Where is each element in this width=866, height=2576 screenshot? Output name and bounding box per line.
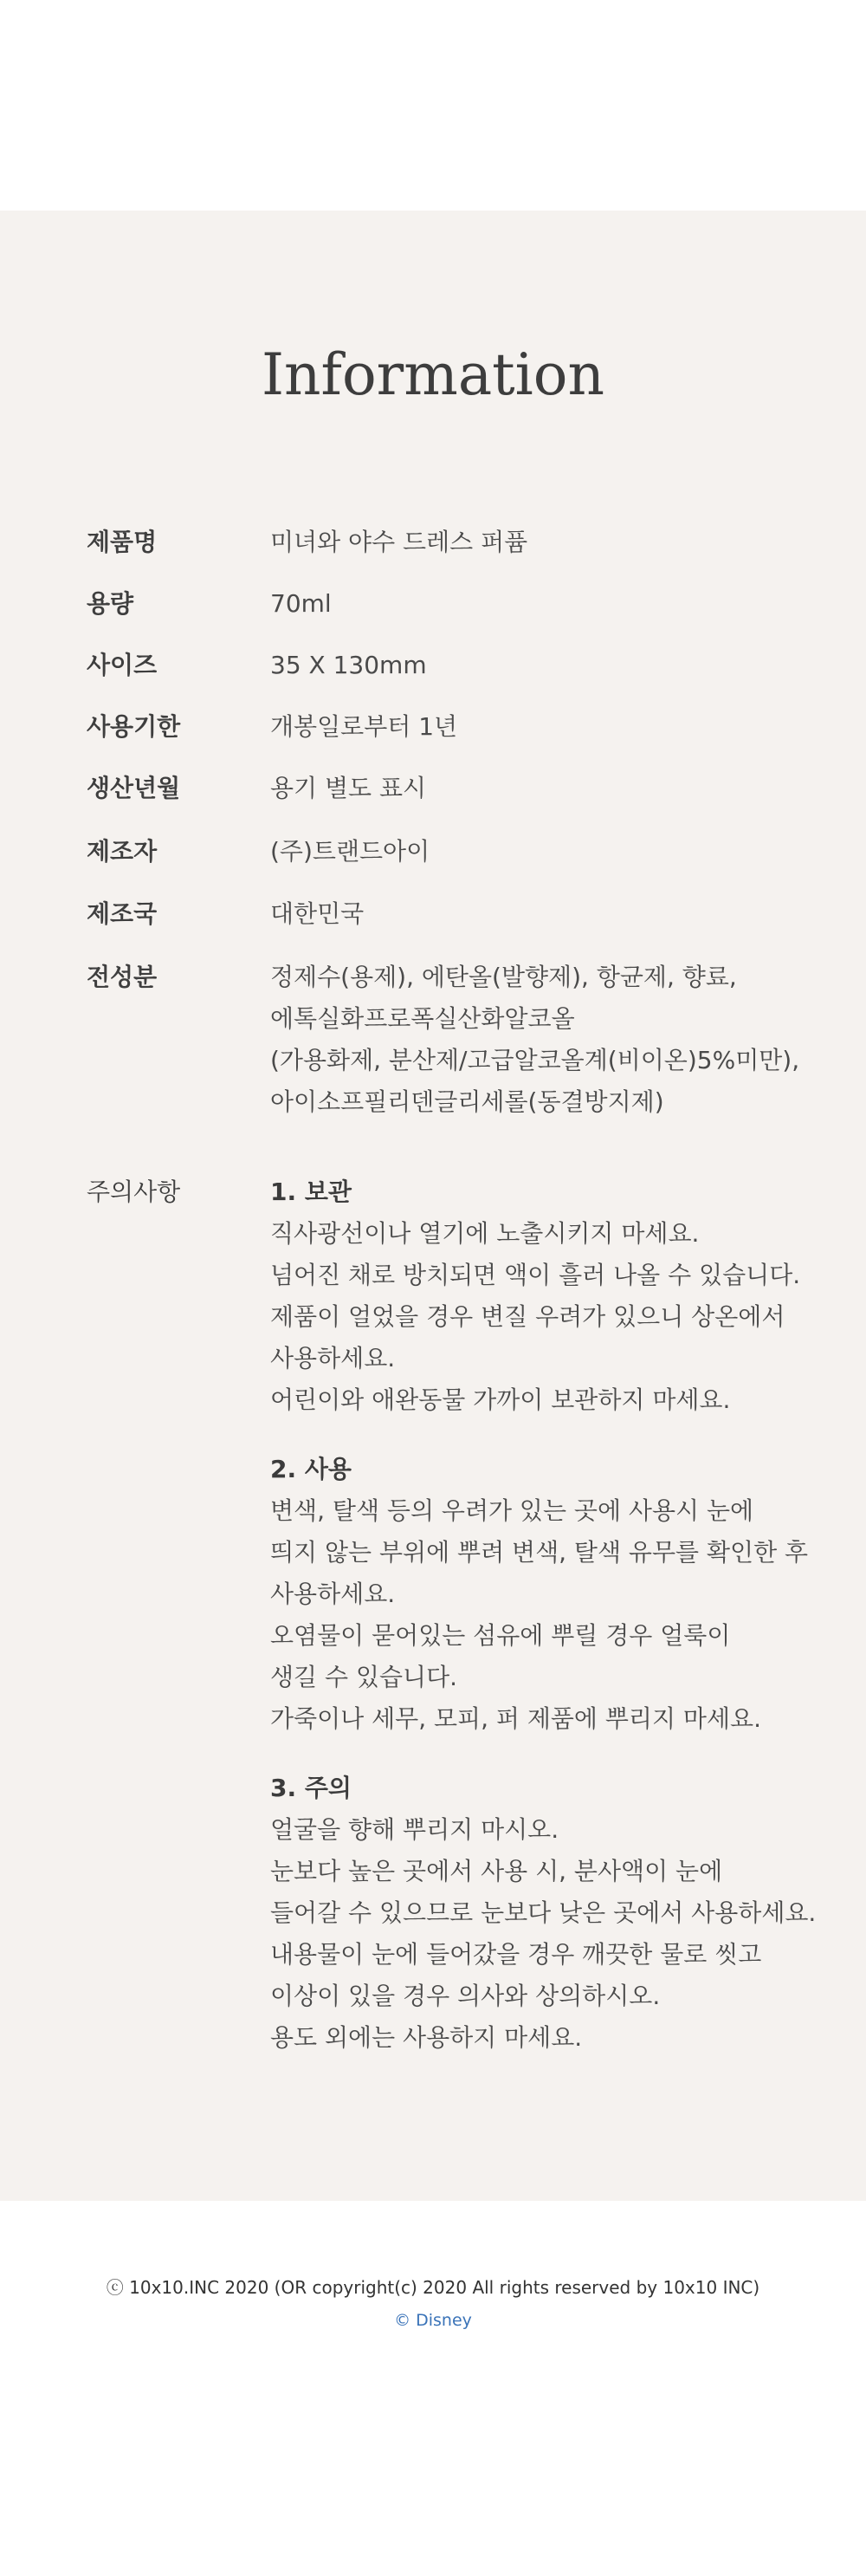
precaution-line: 사용하세요. [270, 1344, 396, 1372]
spec-value-product-name: 미녀와 야수 드레스 퍼퓸 [270, 528, 528, 556]
precaution-line: 내용물이 눈에 들어갔을 경우 깨끗한 물로 씻고 [270, 1940, 762, 1969]
spec-label-ingredients: 전성분 [87, 963, 158, 991]
spec-value-volume: 70ml [270, 589, 332, 618]
spec-label-precautions: 주의사항 [87, 1178, 181, 1206]
precaution-line: 제품이 얼었을 경우 변질 우려가 있으니 상온에서 [270, 1302, 785, 1331]
precaution-caution [270, 1768, 816, 2059]
spec-value-ingredients [270, 957, 799, 1123]
precaution-line: 이상이 있을 경우 의사와 상의하시오. [270, 1982, 661, 2010]
spec-value-production-date: 용기 별도 표시 [270, 774, 427, 802]
precaution-line: 어린이와 애완동물 가까이 보관하지 마세요. [270, 1385, 731, 1414]
section-title: Information [261, 341, 605, 408]
precaution-line: 띄지 않는 부위에 뿌려 변색, 탈색 유무를 확인한 후 [270, 1538, 809, 1567]
precaution-line: 직사광선이나 열기에 노출시키지 마세요. [270, 1219, 700, 1248]
spec-value-expiry: 개봉일로부터 1년 [270, 712, 458, 741]
precaution-usage [270, 1449, 808, 1740]
precaution-line: 변색, 탈색 등의 우려가 있는 곳에 사용시 눈에 [270, 1496, 754, 1525]
spec-value-country: 대한민국 [270, 899, 365, 928]
precaution-line: 오염물이 묻어있는 섬유에 뿌릴 경우 얼룩이 [270, 1621, 731, 1650]
precaution-heading: 3. 주의 [270, 1774, 352, 1802]
precaution-line: 넘어진 채로 방치되면 액이 흘러 나올 수 있습니다. [270, 1261, 801, 1289]
precaution-line: 생길 수 있습니다. [270, 1663, 458, 1691]
precaution-line: 들어갈 수 있으므로 눈보다 낮은 곳에서 사용하세요. [270, 1898, 817, 1927]
spec-label-product-name: 제품명 [87, 528, 158, 556]
precaution-storage [270, 1171, 800, 1421]
precaution-line: 얼굴을 향해 뿌리지 마시오. [270, 1815, 559, 1844]
precaution-heading: 2. 사용 [270, 1455, 352, 1483]
disney-copyright: © Disney [394, 2311, 472, 2330]
spec-label-size: 사이즈 [87, 651, 158, 679]
copyright-text: ⓒ 10x10.INC 2020 (OR copyright(c) 2020 All rights reserved by 10x10 INC) [106, 2277, 760, 2298]
spec-value-manufacturer: (주)트랜드아이 [270, 837, 430, 866]
precaution-line: 가죽이나 세무, 모피, 퍼 제품에 뿌리지 마세요. [270, 1704, 761, 1733]
precaution-heading: 1. 보관 [270, 1178, 352, 1206]
precaution-line: 눈보다 높은 곳에서 사용 시, 분사액이 눈에 [270, 1857, 723, 1885]
ingredient-line: (가용화제, 분산제/고급알코올계(비이온)5%미만), [270, 1046, 800, 1074]
ingredient-line: 정제수(용제), 에탄올(발향제), 항균제, 향료, [270, 963, 737, 991]
ingredient-line: 에톡실화프로폭실산화알코올 [270, 1004, 575, 1033]
spec-label-manufacturer: 제조자 [87, 837, 158, 866]
precaution-line: 사용하세요. [270, 1580, 396, 1608]
spec-label-expiry: 사용기한 [87, 712, 181, 741]
spec-label-country: 제조국 [87, 899, 158, 928]
precaution-line: 용도 외에는 사용하지 마세요. [270, 2023, 583, 2052]
spec-label-volume: 용량 [87, 589, 134, 618]
ingredient-line: 아이소프필리덴글리세롤(동결방지제) [270, 1087, 664, 1116]
spec-label-production-date: 생산년월 [87, 774, 181, 802]
spec-value-size: 35 X 130mm [270, 651, 427, 679]
